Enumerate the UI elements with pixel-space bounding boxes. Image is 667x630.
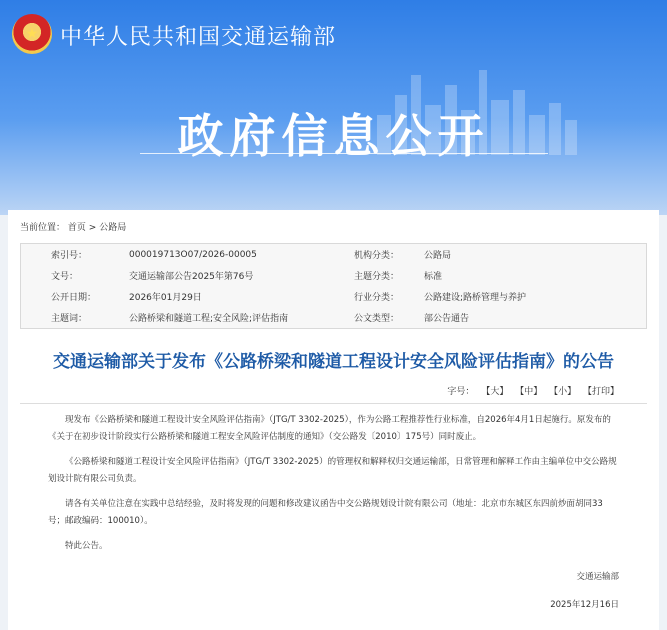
meta-key: 主题词：: [51, 314, 88, 324]
meta-key: 文号：: [51, 272, 79, 282]
document-meta-table: [20, 243, 647, 329]
breadcrumb-separator: >: [88, 223, 100, 233]
font-size-label: 字号：: [447, 387, 475, 397]
header-banner: [0, 0, 667, 215]
font-size-controls: [20, 378, 647, 404]
breadcrumb-home-link[interactable]: 首页: [67, 223, 86, 233]
article-paragraph: 现发布《公路桥梁和隧道工程设计安全风险评估指南》（JTG/T 3302-2025），作为公路工程推荐性行业标准，自2026年4月1日起施行。原发布的《关于在初步设计阶段实行公路桥梁和隧道工程安全风险评估制度的通知》（交公路发〔2010〕175号）同时废止。: [48, 415, 611, 442]
print-button[interactable]: 【打印】: [582, 387, 619, 397]
breadcrumb: [8, 210, 659, 243]
meta-value: 部公告通告: [424, 314, 470, 324]
signature-date: 2025年12月16日: [550, 600, 619, 610]
signature: 交通运输部: [576, 572, 619, 582]
meta-row: [21, 244, 646, 265]
font-size-small-button[interactable]: 【小】: [549, 387, 577, 397]
article-signature-block: [8, 563, 659, 619]
meta-value: 公路局: [424, 251, 452, 261]
font-size-large-button[interactable]: 【大】: [481, 387, 509, 397]
article-paragraph: 《公路桥梁和隧道工程设计安全风险评估指南》（JTG/T 3302-2025）的管理权和解释权归交通运输部，日常管理和解释工作由主编单位中交公路规划设计院有限公司负责。: [48, 457, 617, 484]
meta-value: 公路桥梁和隧道工程;安全风险;评估指南: [129, 314, 289, 324]
meta-value: 公路建设;路桥管理与养护: [424, 293, 527, 303]
article-paragraph: 特此公告。: [65, 541, 108, 551]
article-paragraph: 请各有关单位注意在实践中总结经验，及时将发现的问题和修改建议函告中交公路规划设计院有限公司（地址：北京市东城区东四前炒面胡同33号；邮政编码：100010）。: [48, 499, 603, 526]
meta-value: 2026年01月29日: [129, 293, 202, 303]
meta-key: 公开日期：: [51, 293, 97, 303]
meta-value: 000019713O07/2026-00005: [129, 249, 257, 260]
meta-key: 机构分类：: [354, 251, 400, 261]
meta-value: 交通运输部公告2025年第76号: [129, 272, 254, 282]
font-size-medium-button[interactable]: 【中】: [515, 387, 543, 397]
meta-key: 主题分类：: [354, 272, 400, 282]
meta-row: [21, 286, 646, 307]
article-body: [8, 404, 659, 555]
meta-row: [21, 265, 646, 286]
meta-key: 公文类型：: [354, 314, 400, 324]
site-title[interactable]: 中华人民共和国交通运输部: [60, 25, 337, 50]
meta-key: 索引号：: [51, 251, 88, 261]
meta-value: 标准: [424, 272, 443, 282]
breadcrumb-prefix: 当前位置：: [20, 223, 66, 233]
meta-key: 行业分类：: [354, 293, 400, 303]
article-title: 交通运输部关于发布《公路桥梁和隧道工程设计安全风险评估指南》的公告: [53, 352, 614, 372]
breadcrumb-current-link[interactable]: 公路局: [99, 223, 127, 233]
meta-row: [21, 307, 646, 328]
national-emblem-icon: ★: [12, 14, 52, 54]
page-title: 政府信息公开: [177, 109, 490, 163]
title-divider: [140, 153, 548, 154]
content-panel: [8, 210, 659, 630]
